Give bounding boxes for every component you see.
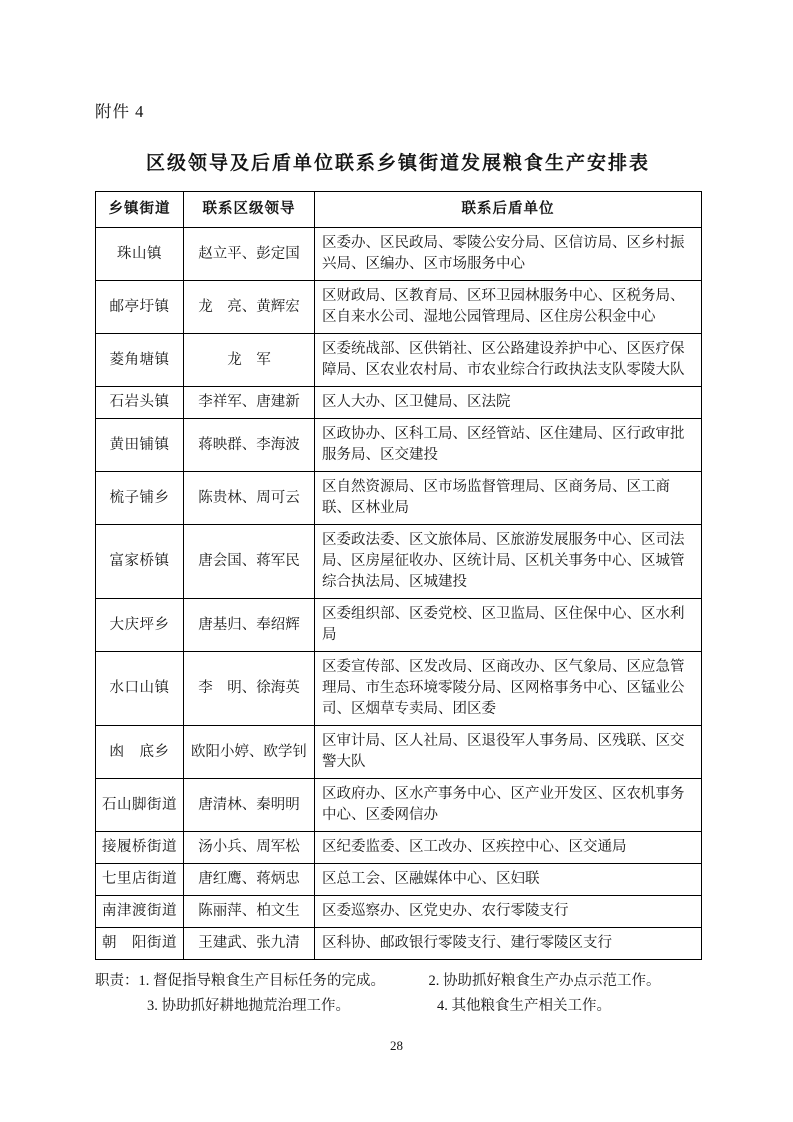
- town-cell: 梳子铺乡: [96, 472, 184, 525]
- table-row: [96, 779, 702, 832]
- notes-label: 职责：: [95, 973, 139, 989]
- town-cell: 珠山镇: [96, 228, 184, 281]
- town-cell: 接履桥街道: [96, 832, 184, 864]
- header-row: [96, 192, 702, 228]
- note-item: 3. 协助抓好耕地抛荒治理工作。: [147, 998, 350, 1014]
- table-row: [96, 652, 702, 726]
- arrangement-table: [95, 191, 702, 960]
- table-row: [96, 599, 702, 652]
- units-cell: 区委政法委、区文旅体局、区旅游发展服务中心、区司法局、区房屋征收办、区统计局、区机关事务中心、区城管综合执法局、区城建投: [315, 525, 702, 599]
- town-cell: 菱角塘镇: [96, 334, 184, 387]
- page-number: 28: [390, 1038, 403, 1053]
- table-row: [96, 525, 702, 599]
- table-row: [96, 419, 702, 472]
- leaders-cell: 王建武、张九清: [184, 928, 315, 960]
- note-item: 2. 协助抓好粮食生产办点示范工作。: [428, 973, 661, 989]
- units-cell: 区科协、邮政银行零陵支行、建行零陵区支行: [315, 928, 702, 960]
- table-row: [96, 228, 702, 281]
- notes-line: [147, 994, 701, 1019]
- leaders-cell: 李 明、徐海英: [184, 652, 315, 726]
- table-row: [96, 281, 702, 334]
- leaders-cell: 龙 亮、黄辉宏: [184, 281, 315, 334]
- town-cell: 水口山镇: [96, 652, 184, 726]
- table-row: [96, 832, 702, 864]
- units-cell: 区自然资源局、区市场监督管理局、区商务局、区工商联、区林业局: [315, 472, 702, 525]
- leaders-cell: 汤小兵、周军松: [184, 832, 315, 864]
- units-cell: 区政协办、区科工局、区经管站、区住建局、区行政审批服务局、区交建投: [315, 419, 702, 472]
- notes-line: [95, 969, 701, 994]
- leaders-cell: 唐会国、蒋军民: [184, 525, 315, 599]
- header-town: 乡镇街道: [96, 192, 184, 228]
- table-row: [96, 472, 702, 525]
- units-cell: 区政府办、区水产事务中心、区产业开发区、区农机事务中心、区委网信办: [315, 779, 702, 832]
- notes: [95, 969, 701, 1019]
- units-cell: 区总工会、区融媒体中心、区妇联: [315, 864, 702, 896]
- leaders-cell: 唐红鹰、蒋炳忠: [184, 864, 315, 896]
- table-row: [96, 864, 702, 896]
- leaders-cell: 欧阳小婷、欧学钊: [184, 726, 315, 779]
- page-title: 区级领导及后盾单位联系乡镇街道发展粮食生产安排表: [145, 153, 650, 174]
- leaders-cell: 陈丽萍、柏文生: [184, 896, 315, 928]
- table-row: [96, 334, 702, 387]
- leaders-cell: 陈贵林、周可云: [184, 472, 315, 525]
- table-body: [96, 228, 702, 960]
- note-item: 1. 督促指导粮食生产目标任务的完成。: [138, 973, 385, 989]
- leaders-cell: 唐清林、秦明明: [184, 779, 315, 832]
- units-cell: 区财政局、区教育局、区环卫园林服务中心、区税务局、区自来水公司、湿地公园管理局、区住房公积金中心: [315, 281, 702, 334]
- header-units: 联系后盾单位: [315, 192, 702, 228]
- table-row: [96, 387, 702, 419]
- attachment-label: 附件 4: [95, 102, 145, 121]
- units-cell: 区人大办、区卫健局、区法院: [315, 387, 702, 419]
- units-cell: 区委巡察办、区党史办、农行零陵支行: [315, 896, 702, 928]
- header-leaders: 联系区级领导: [184, 192, 315, 228]
- note-item: 4. 其他粮食生产相关工作。: [437, 998, 611, 1014]
- town-cell: 富家桥镇: [96, 525, 184, 599]
- table-row: [96, 928, 702, 960]
- units-cell: 区委统战部、区供销社、区公路建设养护中心、区医疗保障局、区农业农村局、市农业综合行政执法支队零陵大队: [315, 334, 702, 387]
- units-cell: 区纪委监委、区工改办、区疾控中心、区交通局: [315, 832, 702, 864]
- leaders-cell: 龙 军: [184, 334, 315, 387]
- units-cell: 区委宣传部、区发改局、区商改办、区气象局、区应急管理局、市生态环境零陵分局、区网格事务中心、区锰业公司、区烟草专卖局、团区委: [315, 652, 702, 726]
- town-cell: 石山脚街道: [96, 779, 184, 832]
- units-cell: 区审计局、区人社局、区退役军人事务局、区残联、区交警大队: [315, 726, 702, 779]
- town-cell: 南津渡街道: [96, 896, 184, 928]
- table-header: [96, 192, 702, 228]
- units-cell: 区委组织部、区委党校、区卫监局、区住保中心、区水利局: [315, 599, 702, 652]
- table-row: [96, 896, 702, 928]
- leaders-cell: 蒋映群、李海波: [184, 419, 315, 472]
- leaders-cell: 李祥军、唐建新: [184, 387, 315, 419]
- table-row: [96, 726, 702, 779]
- town-cell: 七里店街道: [96, 864, 184, 896]
- town-cell: 邮亭圩镇: [96, 281, 184, 334]
- units-cell: 区委办、区民政局、零陵公安分局、区信访局、区乡村振兴局、区编办、区市场服务中心: [315, 228, 702, 281]
- leaders-cell: 赵立平、彭定国: [184, 228, 315, 281]
- town-cell: 凼 底乡: [96, 726, 184, 779]
- town-cell: 大庆坪乡: [96, 599, 184, 652]
- town-cell: 石岩头镇: [96, 387, 184, 419]
- leaders-cell: 唐基归、奉绍辉: [184, 599, 315, 652]
- town-cell: 黄田铺镇: [96, 419, 184, 472]
- town-cell: 朝 阳街道: [96, 928, 184, 960]
